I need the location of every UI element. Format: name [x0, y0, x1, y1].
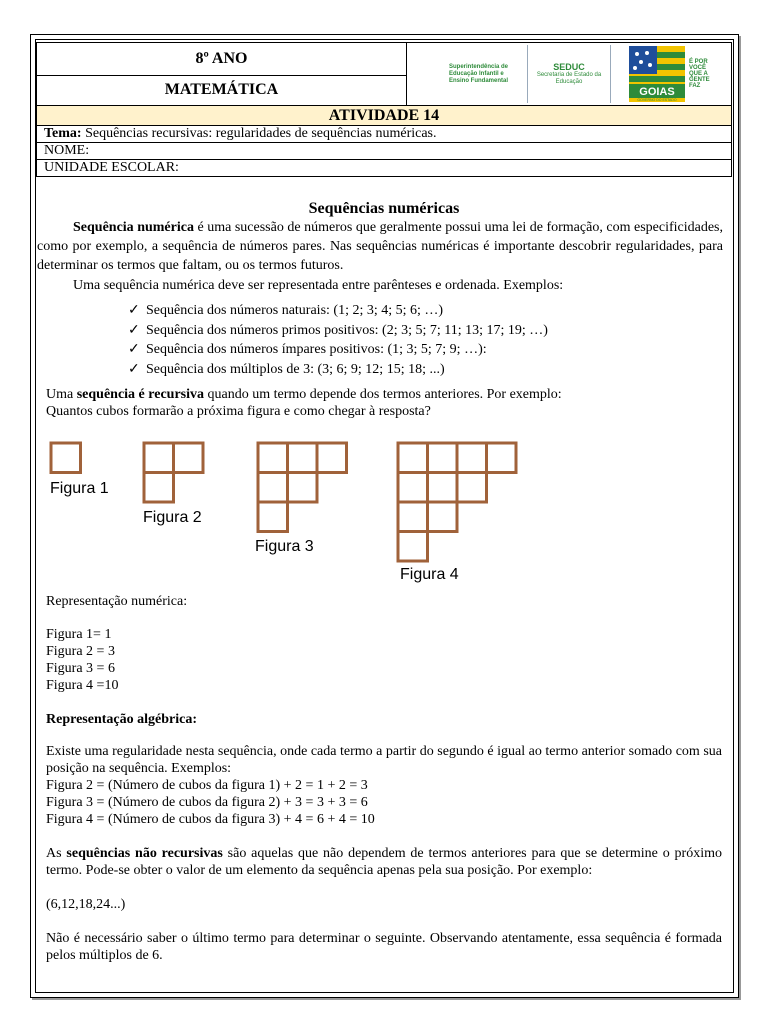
goias-logo-subtitle: GOVERNO DO ESTADO: [637, 98, 677, 102]
numeric-line: Figura 2 = 3: [46, 644, 115, 659]
theme-value: Sequências recursivas: regularidades de sequências numéricas.: [85, 126, 437, 141]
figure-2-label: Figura 2: [143, 509, 202, 526]
numeric-title: Representação numérica:: [46, 594, 188, 609]
cube-square: [144, 443, 174, 473]
figure-3-label: Figura 3: [255, 538, 314, 555]
checkmark-icon: ✓: [128, 361, 140, 377]
subject-cell: MATEMÁTICA: [37, 75, 407, 105]
cubes-question: Quantos cubos formarão a próxima figura e como chegar à resposta?: [46, 404, 431, 419]
checkmark-icon: ✓: [128, 322, 140, 338]
cube-square: [144, 473, 174, 503]
cube-square: [288, 473, 318, 503]
cube-square: [398, 473, 428, 503]
nonrecursive-post: são aquelas que não dependem de termos anteriores para que se determine o próximo termo. Pode-se obter o valor de um elemento da sequência apenas pela sua posição. Por exemplo:: [46, 846, 723, 878]
seduc-logo-subtitle: Secretaria de Estado da Educação: [536, 72, 602, 85]
cube-square: [398, 502, 428, 532]
cube-square: [428, 473, 458, 503]
intro-bold: Sequência numérica: [73, 220, 194, 235]
list-item-text: Sequência dos números ímpares positivos: (1; 3; 5; 7; 9; …):: [146, 342, 487, 357]
recursive-bold: sequência é recursiva: [76, 387, 204, 402]
nonrecursive-paragraph: [46, 845, 722, 879]
figure-4-label: Figura 4: [400, 566, 459, 583]
cube-square: [457, 473, 487, 503]
nonrecursive-pre: As: [46, 846, 67, 861]
algebraic-line: Figura 4 = (Número de cubos da figura 3) + 4 = 6 + 4 = 10: [46, 812, 375, 827]
cube-square: [317, 443, 347, 473]
representation-paragraph: Uma sequência numérica deve ser representada entre parênteses e ordenada. Exemplos:: [73, 278, 564, 293]
activity-title: ATIVIDADE 14: [37, 106, 732, 126]
recursive-pre: Uma: [46, 387, 77, 402]
final-paragraph: Não é necessário saber o último termo para determinar o seguinte. Observando atentamente, essa sequência é formada pelos múltiplos de 6.: [46, 931, 722, 963]
algebraic-title: Representação algébrica:: [46, 712, 197, 727]
cube-square: [258, 443, 288, 473]
cube-square: [51, 443, 81, 473]
nonrecursive-example: (6,12,18,24...): [46, 897, 126, 912]
goias-logo-text: GOIAS: [639, 86, 675, 98]
cube-square: [428, 502, 458, 532]
cube-square: [258, 502, 288, 532]
section-title: Sequências numéricas: [308, 200, 460, 217]
algebraic-intro: Existe uma regularidade nesta sequência, onde cada termo a partir do segundo é igual ao termo anterior somado com sua posição na sequência. Exemplos:: [46, 744, 722, 776]
goias-slogan: É POR VOCÊ QUE A GENTE FAZ: [689, 59, 710, 89]
grade-cell: 8º ANO: [37, 43, 407, 76]
checkmark-icon: ✓: [128, 342, 140, 357]
numeric-line: Figura 1= 1: [46, 627, 112, 642]
checkmark-icon: ✓: [128, 303, 140, 318]
seduc-logo-title: SEDUC: [553, 62, 585, 72]
theme-label: Tema:: [44, 126, 82, 141]
cube-square: [288, 443, 318, 473]
numeric-line: Figura 4 =10: [46, 678, 119, 693]
superintendencia-logo: Superintendência de Educação Infantil e Ensino Fundamental: [449, 45, 528, 103]
list-item-text: Sequência dos números naturais: (1; 2; 3; 4; 5; 6; …): [146, 303, 444, 318]
list-item-text: Sequência dos números primos positivos: (2; 3; 5; 7; 11; 13; 17; 19; …): [146, 322, 548, 338]
name-row: NOME:: [37, 143, 732, 160]
cube-square: [398, 443, 428, 473]
recursive-post: quando um termo depende dos termos anteriores. Por exemplo:: [204, 387, 562, 402]
cube-square: [428, 443, 458, 473]
nonrecursive-bold: sequências não recursivas: [66, 846, 223, 861]
list-item-text: Sequência dos múltiplos de 3: (3; 6; 9; 12; 15; 18; ...): [146, 361, 445, 377]
school-row: UNIDADE ESCOLAR:: [37, 160, 732, 177]
cube-square: [174, 443, 204, 473]
figure-1-label: Figura 1: [50, 480, 109, 497]
numeric-line: Figura 3 = 6: [46, 661, 115, 676]
cube-square: [457, 443, 487, 473]
algebraic-line: Figura 2 = (Número de cubos da figura 1) + 2 = 1 + 2 = 3: [46, 778, 368, 793]
algebraic-line: Figura 3 = (Número de cubos da figura 2) + 3 = 3 + 3 = 6: [46, 795, 368, 810]
cube-square: [398, 532, 428, 562]
cube-square: [487, 443, 517, 473]
intro-text: é uma sucessão de números que geralmente possui uma lei de formação, com especificidades, como por exemplo, a sequência de números pares. Nas sequências numéricas é importante descobrir regularidades, para determinar os termos que faltam, ou os termos futuros.: [37, 220, 723, 273]
cube-square: [258, 473, 288, 503]
